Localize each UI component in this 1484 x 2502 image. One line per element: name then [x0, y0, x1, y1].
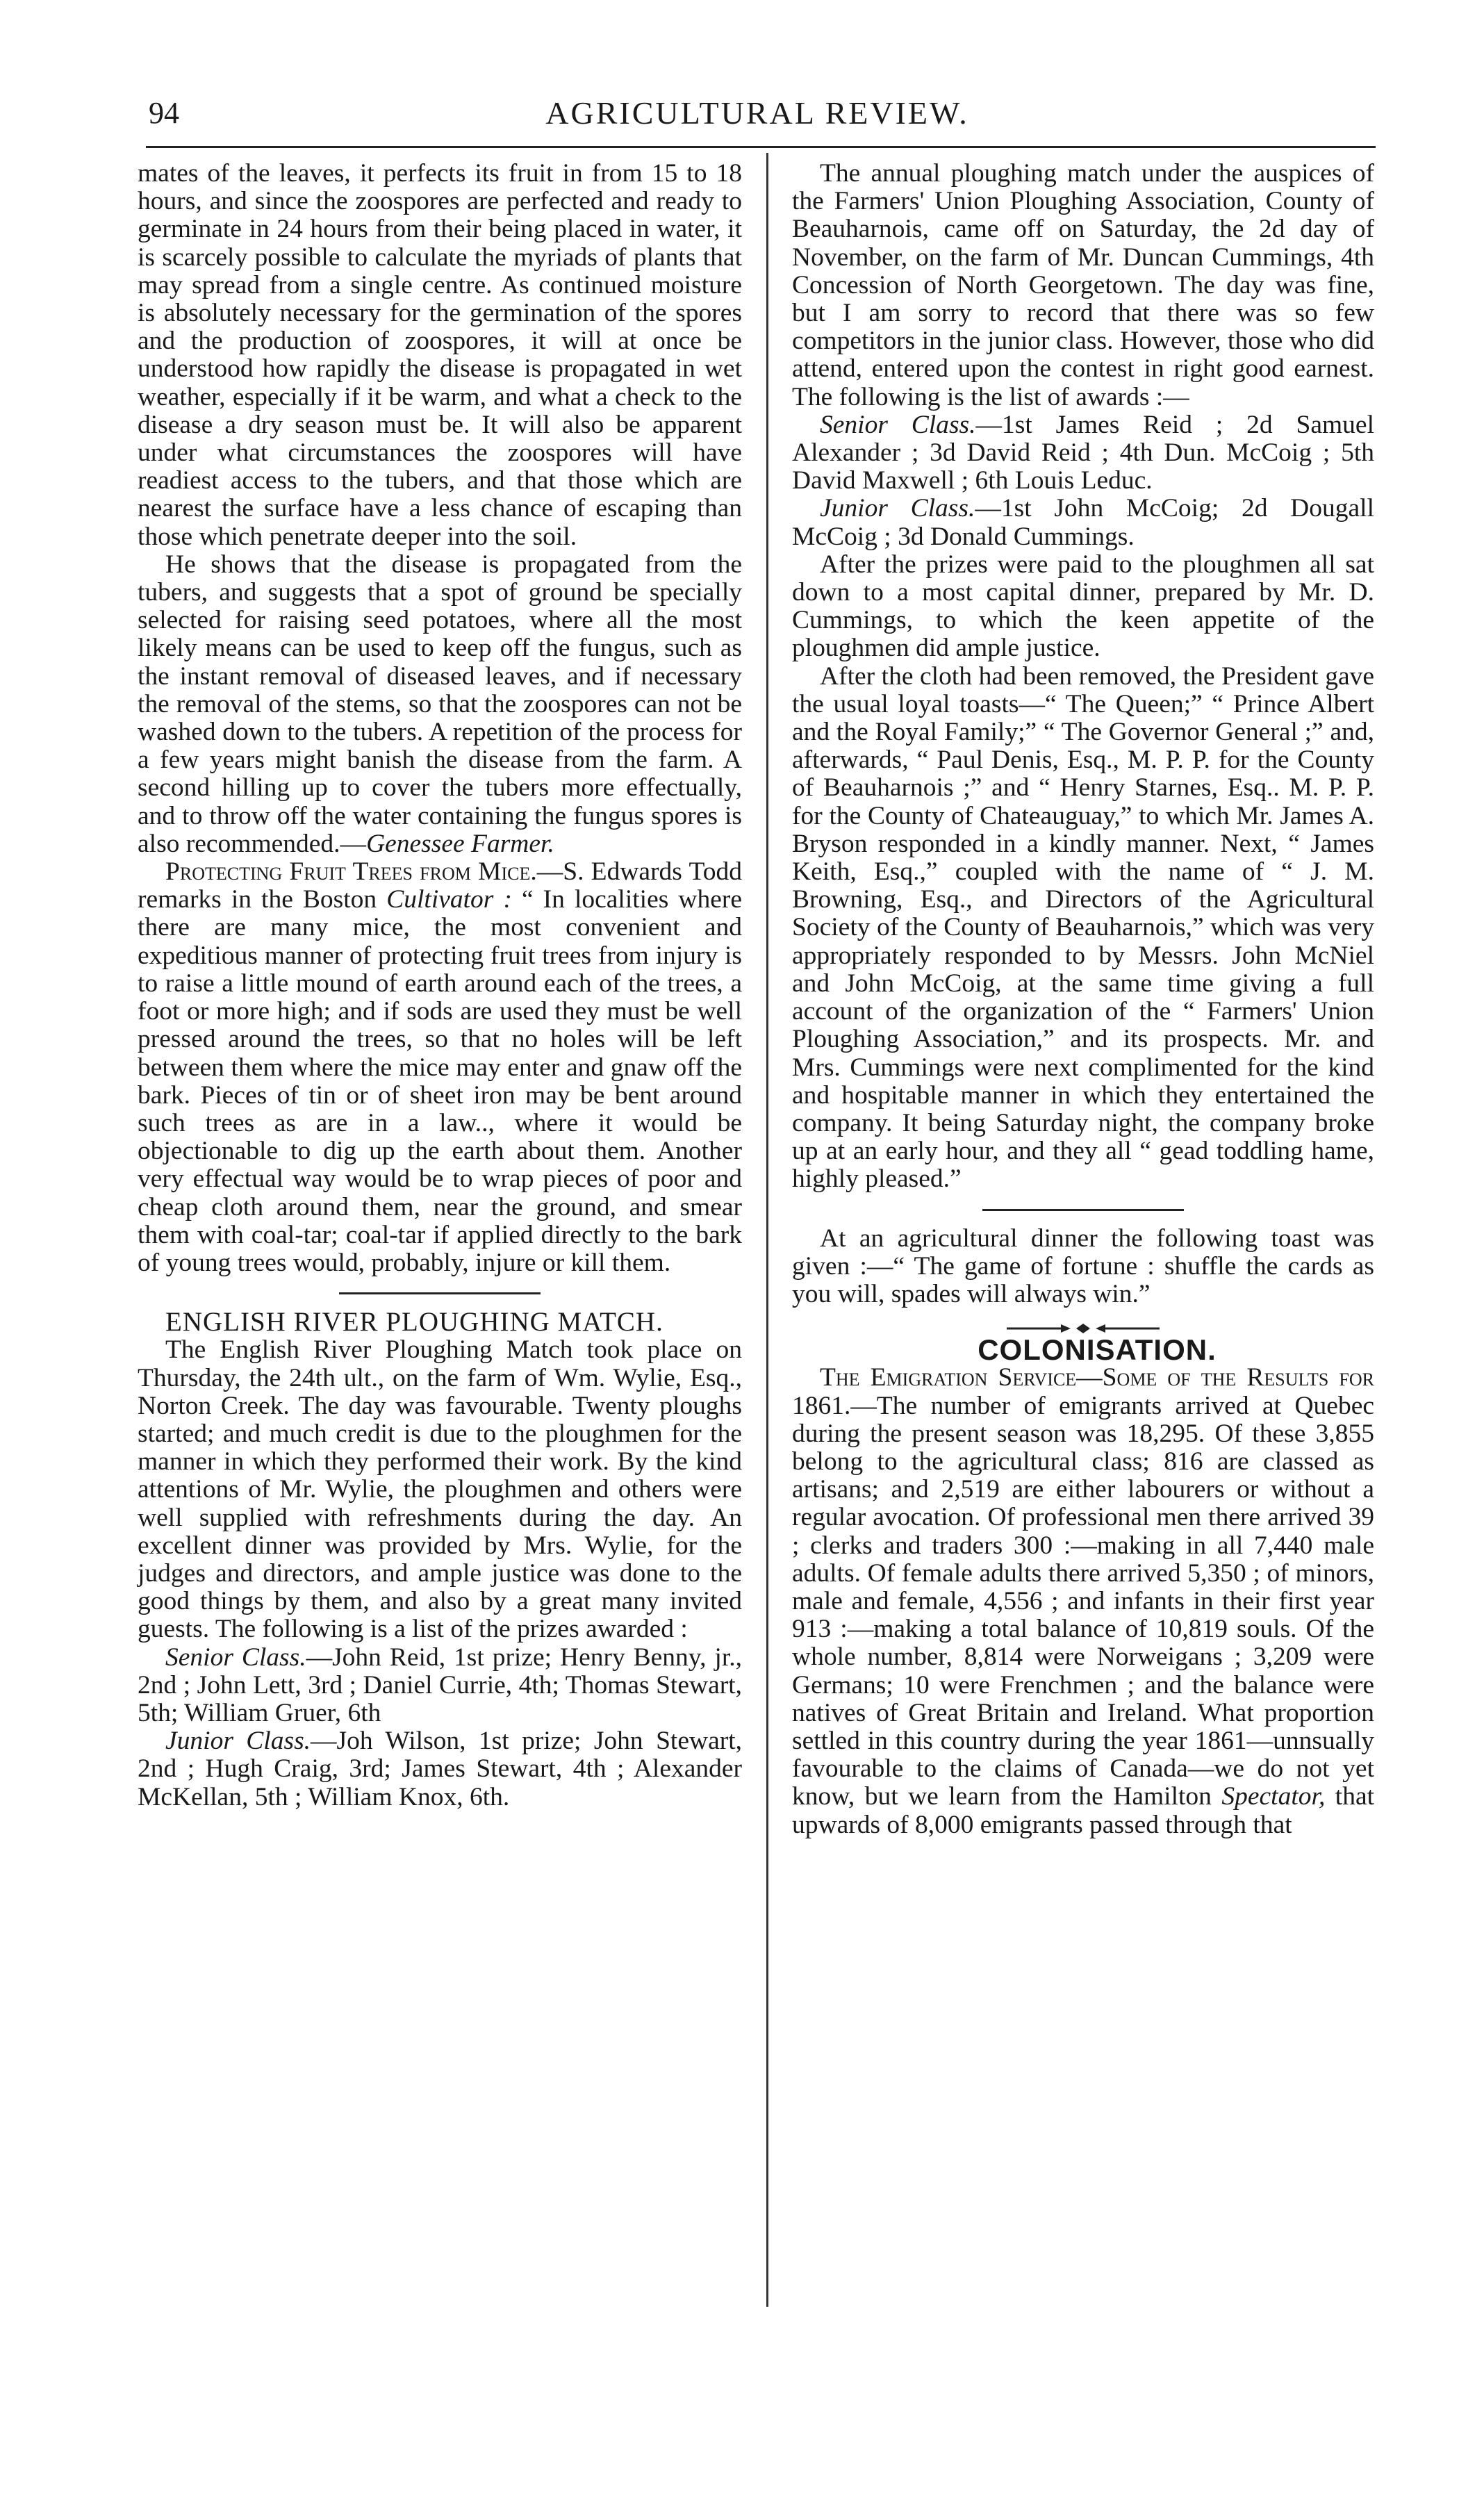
source-citation: Genessee Farmer.	[366, 829, 554, 858]
section-heading: COLONISATION.	[978, 1333, 1217, 1367]
journal-name: Cultivator :	[386, 885, 512, 914]
paragraph-text: that upwards of 8,000 emigrants passed through that	[792, 1782, 1375, 1839]
journal-name: Spectator,	[1221, 1782, 1326, 1811]
article-heading: ENGLISH RIVER PLOUGHING MATCH.	[165, 1307, 663, 1338]
award-list	[792, 495, 1374, 550]
paragraph: After the cloth had been removed, the President gave the usual loyal toasts—“ The Queen;” “ Prince Albert and the Royal Family;” “ The Governor General ;” and, afterwards, “ Paul Denis, Esq., M. P. P. for the County of Beauharnois ;” and “ Henry Starnes, Esq.. M. P. P. for the County of Chateauguay,” to which Mr. James A. Bryson responded in a kindly manner. Next, “ James Keith, Esq.,” coupled with the name of “ J. M. Browning, Esq., and Directors of the Agricultural Society of the County of Beauharnois,” which was very appropriately responded to by Messrs. John McNiel and John McCoig, at the same time giving a full account of the organization of the “ Farmers' Union Ploughing Association,” and its prospects. Mr. and Mrs. Cummings were next complimented for the kind and hospitable manner in which they entertained the company. It being Saturday night, the company broke up at an early hour, and they all “ gead toddling hame, highly pleased.”	[792, 661, 1374, 1194]
header-rule	[146, 146, 1376, 148]
right-column	[792, 160, 1374, 1839]
paragraph: The annual ploughing match under the auspices of the Farmers' Union Ploughing Association, County of Beauharnois, came off on Saturday, the 2d day of November, on the farm of Mr. Duncan Cummings, 4th Concession of North Georgetown. The day was fine, but I am sorry to record that there was so few competitors in the junior class. However, those who did attend, entered upon the contest in right good earnest. The following is the list of awards :—	[792, 159, 1374, 411]
paragraph	[138, 858, 742, 1277]
page-number: 94	[149, 96, 179, 130]
award-text: —Joh Wilson, 1st prize; John Stewart, 2nd ; Hugh Craig, 3rd; James Stewart, 4th ; Alexander McKellan, 5th ; William Knox, 6th.	[138, 1727, 742, 1811]
award-text: —1st John McCoig; 2d Dougall McCoig ; 3d Donald Cummings.	[792, 494, 1374, 551]
award-list	[792, 411, 1374, 495]
left-column	[138, 160, 742, 1811]
paragraph: The English River Ploughing Match took place on Thursday, the 24th ult., on the farm of Wm. Wylie, Esq., Norton Creek. The day was favourable. Twenty ploughs started; and much credit is due to the ploughmen for the manner in which they performed their work. By the kind attentions of Mr. Wylie, the ploughmen and others were well supplied with refreshments during the day. An excellent dinner was provided by Mrs. Wylie, for the judges and directors, and ample justice was done to the good things by them, and also by a great many invited guests. The following is a list of the prizes awarded :	[138, 1335, 742, 1644]
award-list	[138, 1644, 742, 1728]
section-rule	[982, 1209, 1184, 1211]
article-lead: Protecting Fruit Trees from Mice.	[165, 857, 537, 887]
class-label: Junior Class.	[820, 494, 975, 523]
paragraph: mates of the leaves, it perfects its fruit in from 15 to 18 hours, and since the zoospores are perfected and ready to germinate in 24 hours from their being placed in water, it is scarcely possible to calculate the myriads of plants that may spread from a single centre. As continued moisture is absolutely necessary for the germination of the spores and the production of zoospores, it will at once be understood how rapidly the disease is propagated in wet weather, especially if it be warm, and what a check to the disease a dry season must be. It will also be apparent under what circumstances the zoospores will have readiest access to the tubers, and that those which are nearest the surface have a less chance of escaping than those which penetrate deeper into the soil.	[138, 159, 742, 551]
paragraph: After the prizes were paid to the ploughmen all sat down to a most capital dinner, prepared by Mr. D. Cummings, to which the keen appetite of the ploughmen did ample justice.	[792, 550, 1374, 663]
article-lead: The Emigration Service—Some of the Results for 1861.	[792, 1363, 1374, 1420]
column-divider	[766, 153, 768, 2307]
award-text: —1st James Reid ; 2d Samuel Alexander ; 3d David Reid ; 4th Dun. McCoig ; 5th David Maxwell ; 6th Louis Leduc.	[792, 410, 1374, 495]
running-title: AGRICULTURAL REVIEW.	[545, 95, 969, 131]
paragraph	[138, 551, 742, 858]
paragraph-text: —The number of emigrants arrived at Quebec during the present season was 18,295. Of these 3,855 belong to the agricultural class; 816 are classed as artisans; and 2,519 are either labourers or without a regular avocation. Of professional men there arrived 39 ; clerks and traders 300 :—making in all 7,440 male adults. Of female adults there arrived 5,350 ; of minors, male and female, 4,556 ; and infants in their first year 913 :—making a total balance of 10,819 souls. Of the whole number, 8,814 were Norweigans ; 3,209 were Germans; 10 were Frenchmen ; and the balance were natives of Great Britain and Ireland. What proportion settled in this country during the year 1861—unnsually favourable to the claims of Canada—we do not yet know, but we learn from the Hamilton	[792, 1391, 1374, 1811]
paragraph: At an agricultural dinner the following toast was given :—“ The game of fortune : shuffle the cards as you will, spades will always win.”	[792, 1224, 1374, 1308]
paragraph-text: He shows that the disease is propagated from the tubers, and suggests that a spot of ground be specially selected for raising seed potatoes, where all the most likely means can be used to keep off the fungus, such as the instant removal of diseased leaves, and if necessary the removal of the stems, so that the zoospores can not be washed down to the tubers. A repetition of the process for a few years might banish the disease from the farm. A second hilling up to cover the tubers more effectually, and to throw off the water containing the fungus spores is also recommended.—	[138, 550, 742, 858]
section-rule	[339, 1292, 541, 1294]
paragraph-text: “ In localities where there are many mice, the most convenient and expeditious manner of protecting fruit trees from injury is to raise a little mound of earth around each of the trees, a foot or more high; and if sods are used they must be well pressed around the trees, so that no holes will be left between them where the mice may enter and gnaw off the bark. Pieces of tin or of sheet iron may be bent around such trees as are in a law.., where it would be objectionable to dig up the earth about them. Another very effectual way would be to wrap pieces of poor and cheap cloth around them, near the ground, and smear them with coal-tar; coal-tar if applied directly to the bark of young trees would, probably, injure or kill them.	[138, 885, 742, 1277]
class-label: Junior Class.	[165, 1727, 311, 1756]
page-header	[132, 94, 1383, 135]
class-label: Senior Class.	[165, 1643, 306, 1672]
award-list	[138, 1727, 742, 1811]
award-text: —John Reid, 1st prize; Henry Benny, jr., 2nd ; John Lett, 3rd ; Daniel Currie, 4th; Thomas Stewart, 5th; William Gruer, 6th	[138, 1643, 742, 1727]
ornament-divider	[792, 1315, 1374, 1332]
paragraph	[792, 1364, 1374, 1838]
paragraph-text: —S. Edwards Todd remarks in the Boston	[138, 857, 742, 914]
class-label: Senior Class.	[820, 410, 976, 439]
